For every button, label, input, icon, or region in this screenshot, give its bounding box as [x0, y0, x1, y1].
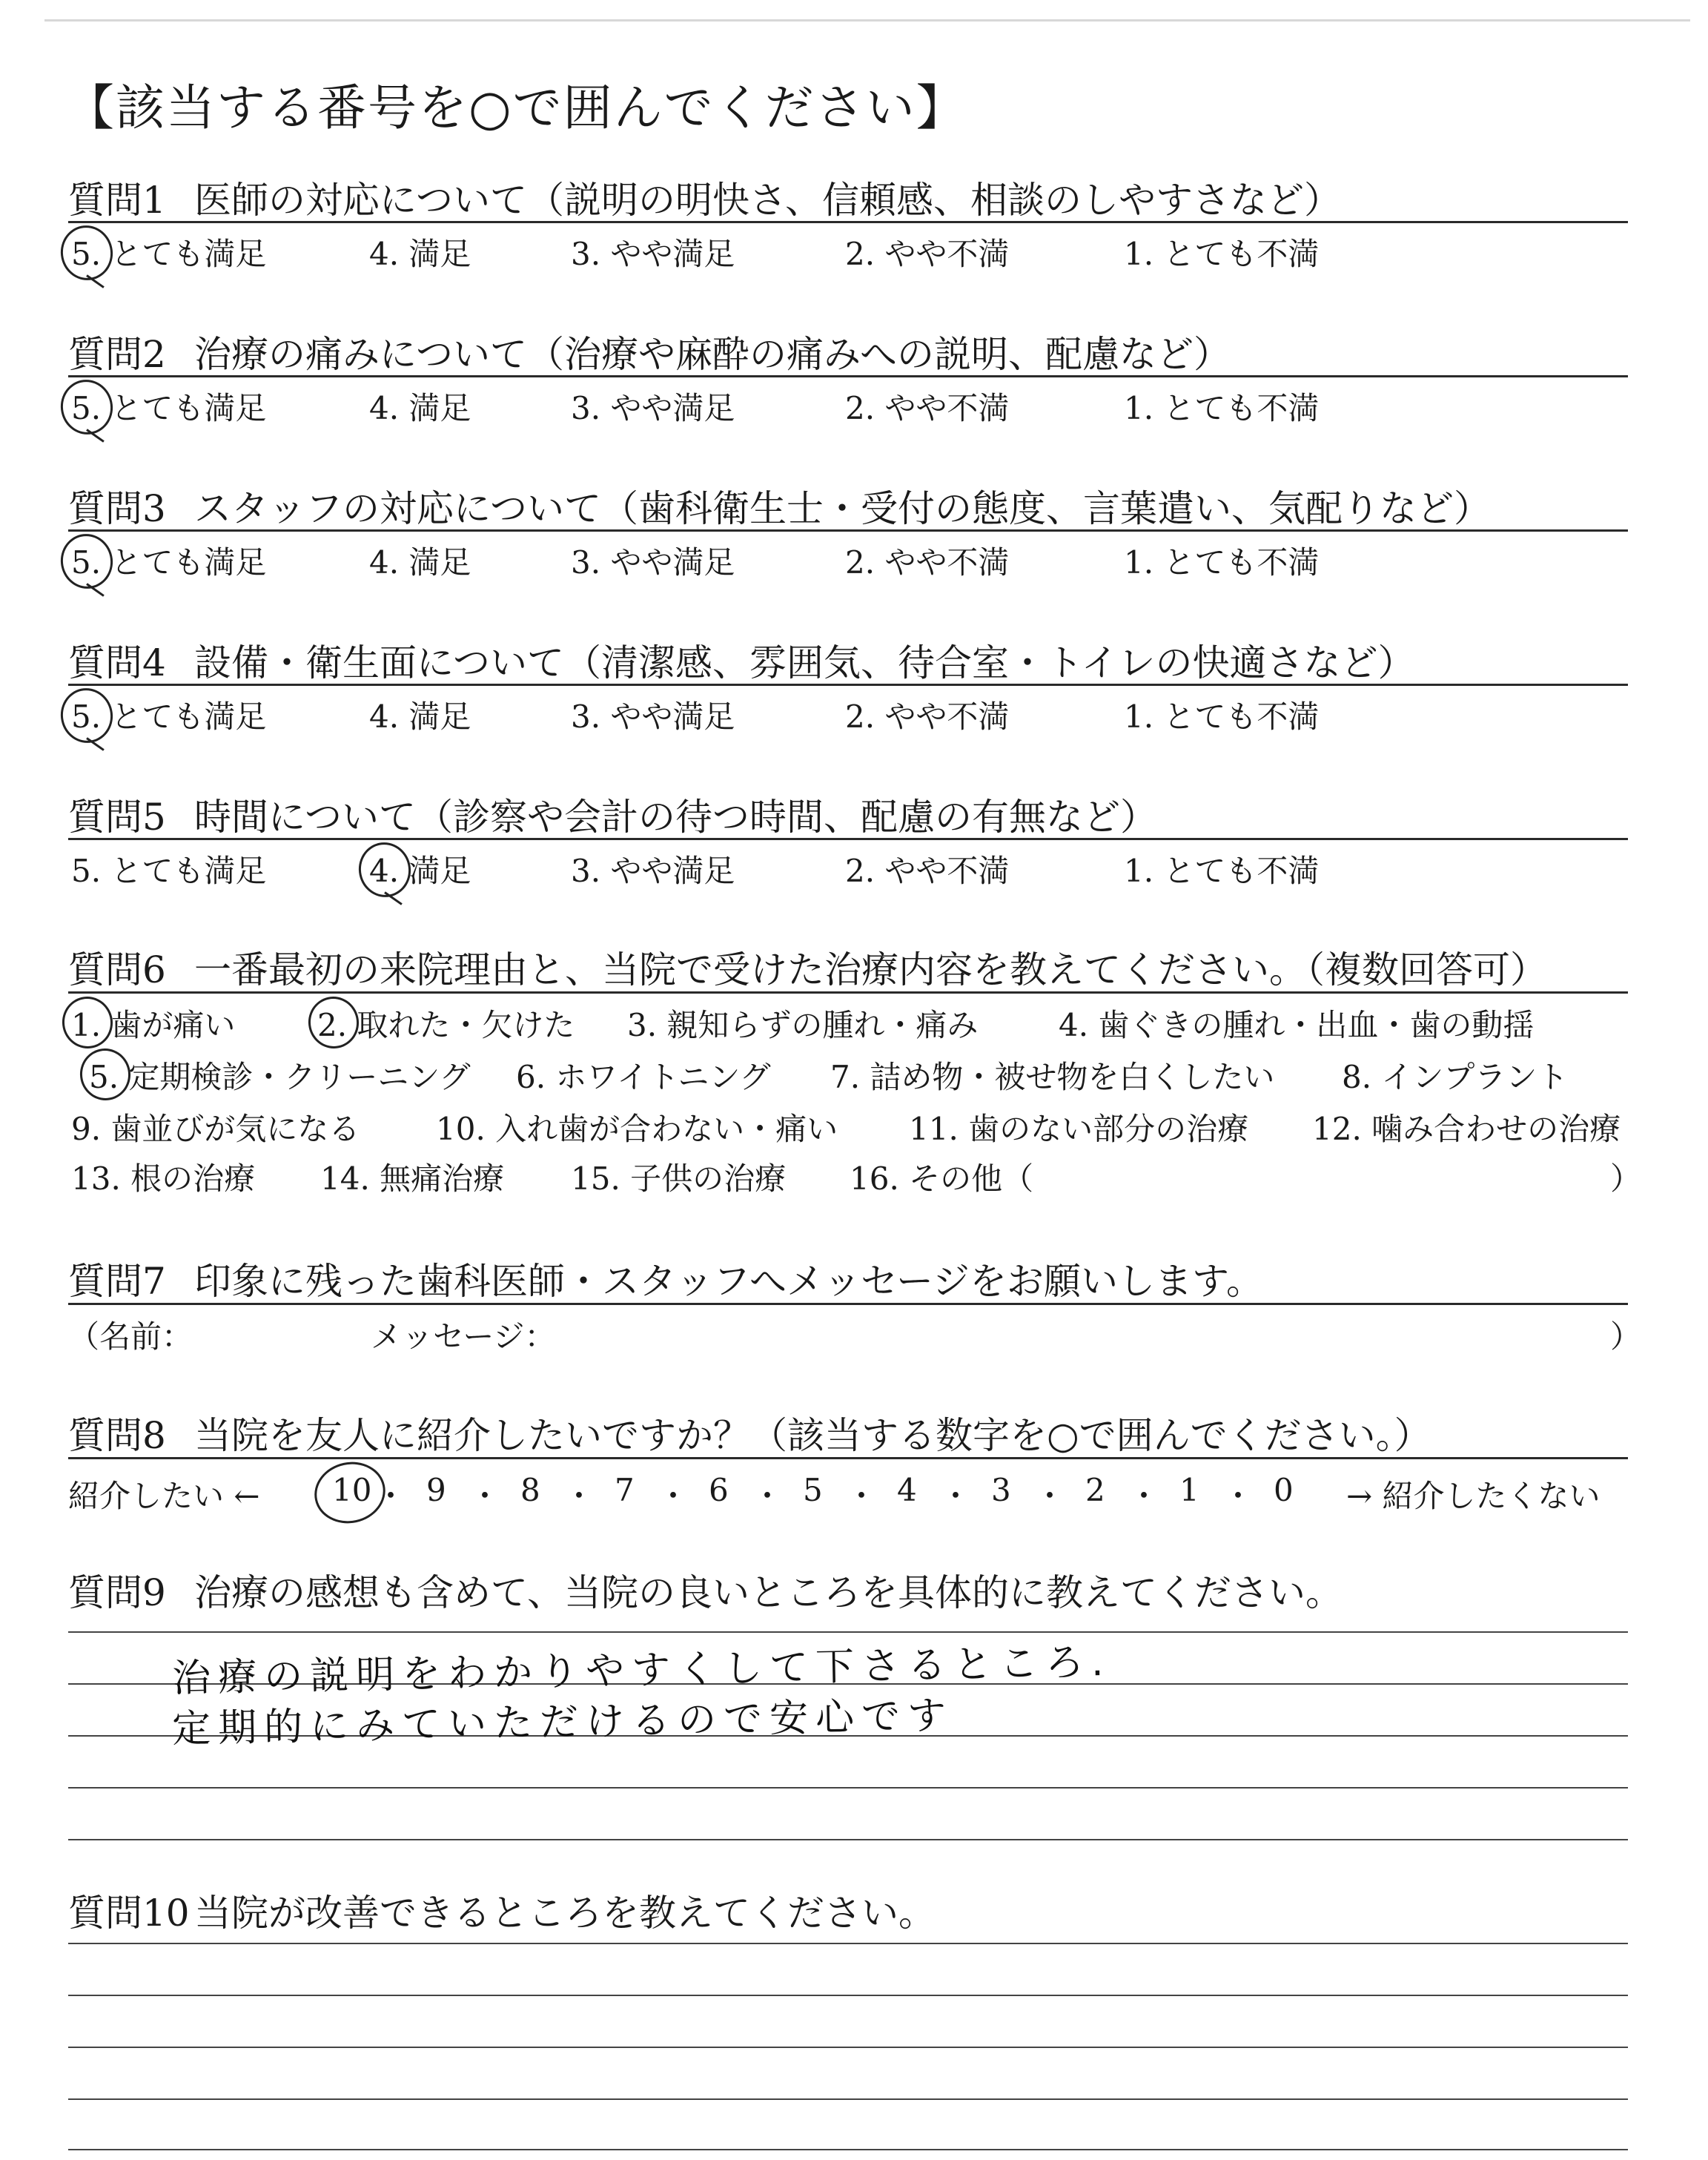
question-text: 時間について（診察や会計の待つ時間、配慮の有無など）: [194, 796, 1157, 839]
name-label: （名前：: [68, 1318, 193, 1355]
handwritten-answer-line-2: 定期的にみていただけるので安心です: [171, 1693, 954, 1752]
recommend-score-6[interactable]: 6: [709, 1472, 729, 1508]
question-text: 当院を友人に紹介したいですか？（該当する数字を○で囲んでください。）: [194, 1414, 1431, 1457]
rating-option-1[interactable]: 1. とても不満: [1124, 544, 1320, 581]
answer-line: [68, 2047, 1628, 2048]
recommend-score-10[interactable]: 10: [332, 1472, 372, 1508]
reason-option-6[interactable]: 6. ホワイトニング: [516, 1059, 771, 1095]
scale-separator: ・: [846, 1478, 878, 1514]
rating-option-1[interactable]: 1. とても不満: [1124, 853, 1320, 889]
question-4-heading: [68, 633, 1415, 687]
question-9-heading: [68, 1563, 1343, 1616]
rating-option-2[interactable]: 2. やや不満: [845, 544, 1010, 581]
question-text: 設備・衛生面について（清潔感、雰囲気、待合室・トイレの快適さなど）: [194, 641, 1415, 684]
scale-separator: ・: [940, 1478, 972, 1514]
reason-option-1[interactable]: 1. 歯が痛い: [71, 1007, 236, 1043]
question-number: 質問3: [68, 487, 166, 530]
rating-option-5[interactable]: 5. とても満足: [71, 698, 267, 735]
rating-option-2[interactable]: 2. やや不満: [845, 698, 1010, 735]
question-number: 質問8: [68, 1414, 166, 1457]
rating-option-4[interactable]: 4. 満足: [369, 544, 471, 581]
question-10-heading: [68, 1883, 936, 1937]
rating-option-3[interactable]: 3. やや満足: [571, 390, 735, 426]
reason-option-8[interactable]: 8. インプラント: [1342, 1059, 1569, 1095]
rating-option-3[interactable]: 3. やや満足: [571, 544, 735, 581]
reason-option-5[interactable]: 5. 定期検診・クリーニング: [89, 1059, 471, 1095]
answer-line: [68, 1631, 1628, 1633]
reason-option-4[interactable]: 4. 歯ぐきの腫れ・出血・歯の動揺: [1059, 1007, 1535, 1043]
rating-option-5[interactable]: 5. とても満足: [71, 390, 267, 426]
reason-option-13[interactable]: 13. 根の治療: [71, 1160, 256, 1197]
rating-option-4[interactable]: 4. 満足: [369, 236, 471, 272]
scale-separator: ・: [563, 1478, 595, 1514]
rating-option-3[interactable]: 3. やや満足: [571, 698, 735, 735]
reason-option-7[interactable]: 7. 詰め物・被せ物を白くしたい: [830, 1059, 1275, 1095]
reason-option-3[interactable]: 3. 親知らずの腫れ・痛み: [627, 1007, 979, 1043]
answer-line: [68, 2098, 1628, 2100]
message-label: メッセージ：: [371, 1318, 556, 1355]
question-1-rule: [68, 221, 1628, 223]
recommend-right-label: → 紹介したくない: [1346, 1478, 1601, 1514]
reason-option-11[interactable]: 11. 歯のない部分の治療: [909, 1111, 1249, 1147]
scale-separator: ・: [658, 1478, 689, 1514]
recommend-score-9[interactable]: 9: [426, 1472, 446, 1508]
answer-line: [68, 1787, 1628, 1789]
answer-line: [68, 1943, 1628, 1944]
top-edge-line: [44, 19, 1690, 22]
question-5-heading: [68, 787, 1157, 841]
recommend-score-1[interactable]: 1: [1179, 1472, 1199, 1508]
answer-line: [68, 1839, 1628, 1840]
rating-option-4[interactable]: 4. 満足: [369, 698, 471, 735]
rating-option-5[interactable]: 5. とても満足: [71, 236, 267, 272]
question-text: 治療の感想も含めて、当院の良いところを具体的に教えてください。: [194, 1571, 1343, 1614]
question-2-heading: [68, 325, 1231, 378]
message-close-paren: ）: [1610, 1318, 1642, 1355]
page-title: 【該当する番号を○で囲んでください】: [65, 79, 967, 136]
rating-option-1[interactable]: 1. とても不満: [1124, 236, 1320, 272]
recommend-score-7[interactable]: 7: [615, 1472, 635, 1508]
scale-separator: ・: [1222, 1478, 1254, 1514]
rating-option-4[interactable]: 4. 満足: [369, 390, 471, 426]
reason-option-16[interactable]: 16. その他（: [850, 1160, 1034, 1197]
rating-option-5[interactable]: 5. とても満足: [71, 544, 267, 581]
reason-option-2[interactable]: 2. 取れた・欠けた: [317, 1007, 575, 1043]
rating-option-2[interactable]: 2. やや不満: [845, 236, 1010, 272]
scale-separator: ・: [469, 1478, 501, 1514]
reason-option-15[interactable]: 15. 子供の治療: [571, 1160, 787, 1197]
scale-separator: ・: [1128, 1478, 1160, 1514]
rating-option-1[interactable]: 1. とても不満: [1124, 698, 1320, 735]
question-5-rule: [68, 838, 1628, 840]
recommend-score-8[interactable]: 8: [520, 1472, 540, 1508]
question-7-heading: [68, 1252, 1263, 1305]
question-1-heading: [68, 171, 1341, 224]
reason-option-9[interactable]: 9. 歯並びが気になる: [71, 1111, 360, 1147]
reason-option-14[interactable]: 14. 無痛治療: [320, 1160, 505, 1197]
scale-separator: ・: [1034, 1478, 1066, 1514]
question-text: 当院が改善できるところを教えてください。: [194, 1892, 936, 1935]
recommend-score-2[interactable]: 2: [1085, 1472, 1105, 1508]
rating-option-5[interactable]: 5. とても満足: [71, 853, 267, 889]
question-text: スタッフの対応について（歯科衛生士・受付の態度、言葉遣い、気配りなど）: [194, 487, 1491, 530]
rating-option-2[interactable]: 2. やや不満: [845, 853, 1010, 889]
question-number: 質問5: [68, 796, 166, 839]
handwritten-answer-line-1: 治療の説明をわかりやすくして下さるところ.: [171, 1639, 1112, 1702]
question-8-rule: [68, 1457, 1628, 1459]
other-close-paren: ）: [1610, 1160, 1642, 1197]
question-text: 治療の痛みについて（治療や麻酔の痛みへの説明、配慮など）: [194, 333, 1231, 376]
rating-option-1[interactable]: 1. とても不満: [1124, 390, 1320, 426]
question-6-rule: [68, 991, 1628, 994]
reason-option-12[interactable]: 12. 噛み合わせの治療: [1312, 1111, 1621, 1147]
question-2-rule: [68, 375, 1628, 377]
question-3-rule: [68, 529, 1628, 532]
rating-option-2[interactable]: 2. やや不満: [845, 390, 1010, 426]
question-4-rule: [68, 684, 1628, 686]
recommend-score-4[interactable]: 4: [897, 1472, 917, 1508]
recommend-score-5[interactable]: 5: [803, 1472, 823, 1508]
question-number: 質問9: [68, 1571, 166, 1614]
question-text: 一番最初の来院理由と、当院で受けた治療内容を教えてください。（複数回答可）: [194, 948, 1547, 991]
recommend-left-label: 紹介したい ←: [68, 1478, 260, 1514]
question-number: 質問6: [68, 948, 166, 991]
scale-separator: ・: [752, 1478, 784, 1514]
recommend-score-3[interactable]: 3: [991, 1472, 1011, 1508]
recommend-score-0[interactable]: 0: [1274, 1472, 1294, 1508]
question-text: 医師の対応について（説明の明快さ、信頼感、相談のしやすさなど）: [194, 179, 1341, 222]
question-7-rule: [68, 1303, 1628, 1305]
reason-option-10[interactable]: 10. 入れ歯が合わない・痛い: [436, 1111, 838, 1147]
hand-drawn-circle: [309, 1456, 391, 1530]
question-6-heading: [68, 940, 1547, 994]
question-8-heading: [68, 1406, 1431, 1459]
rating-option-3[interactable]: 3. やや満足: [571, 853, 735, 889]
question-text: 印象に残った歯科医師・スタッフへメッセージをお願いします。: [194, 1260, 1263, 1303]
answer-line: [68, 2149, 1628, 2150]
question-number: 質問2: [68, 333, 166, 376]
scale-separator: ・: [375, 1478, 407, 1514]
rating-option-4[interactable]: 4. 満足: [369, 853, 471, 889]
question-number: 質問10: [68, 1892, 190, 1935]
question-number: 質問1: [68, 179, 166, 222]
question-3-heading: [68, 479, 1491, 532]
rating-option-3[interactable]: 3. やや満足: [571, 236, 735, 272]
answer-line: [68, 1995, 1628, 1996]
question-number: 質問7: [68, 1260, 166, 1303]
question-number: 質問4: [68, 641, 166, 684]
